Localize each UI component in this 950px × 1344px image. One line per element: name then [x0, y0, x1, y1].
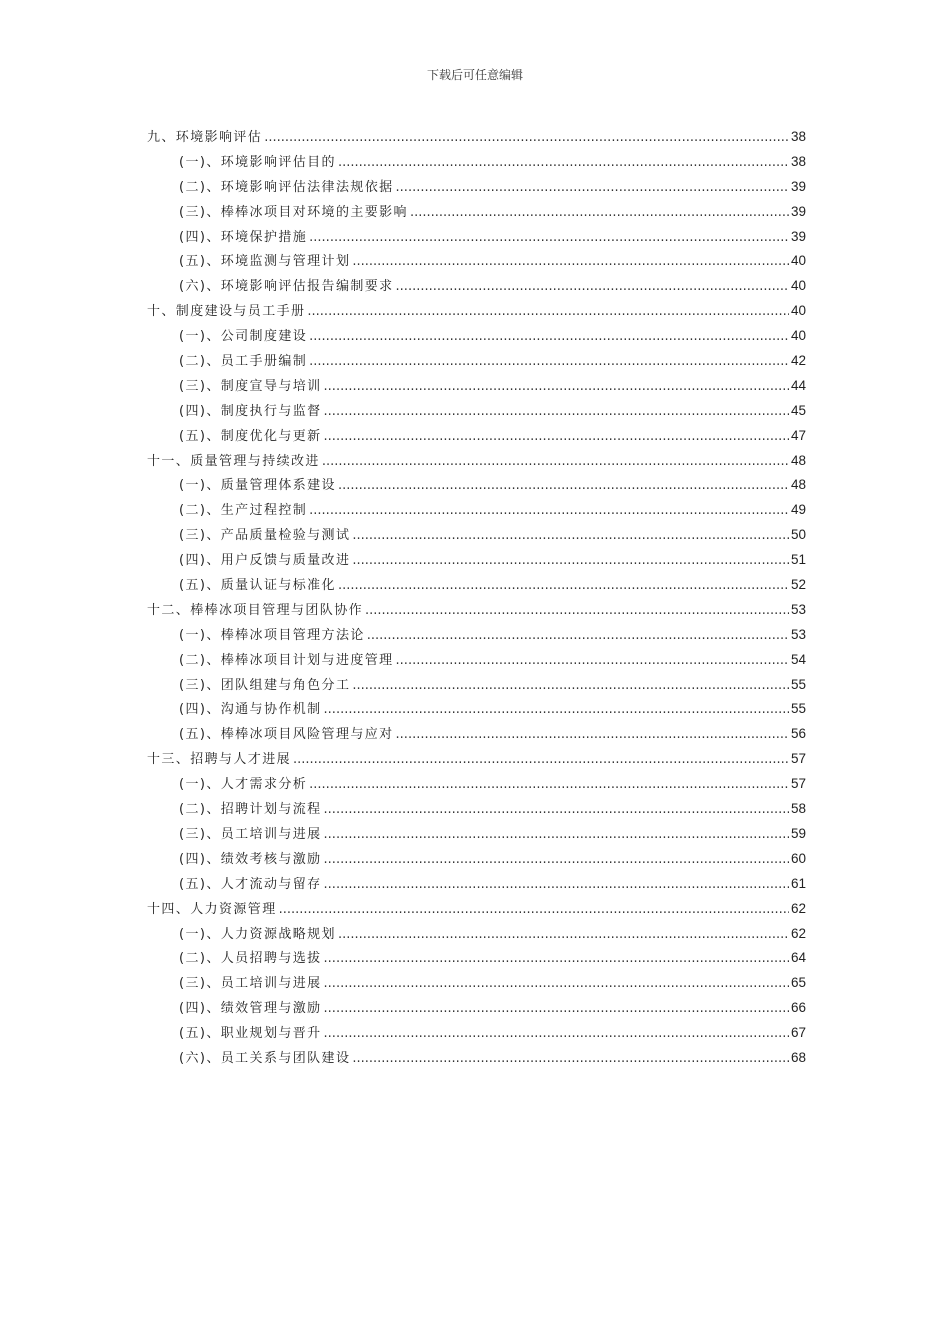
toc-entry-title: (二)、人员招聘与选拔 — [179, 951, 322, 967]
toc-dot-leader — [410, 205, 789, 220]
toc-entry-title: (一)、棒棒冰项目管理方法论 — [179, 627, 365, 643]
toc-section-entry[interactable] — [147, 723, 806, 748]
toc-section-entry[interactable] — [147, 649, 806, 674]
toc-entry-title: (五)、质量认证与标准化 — [179, 578, 336, 594]
toc-page-number: 48 — [790, 477, 806, 493]
toc-dot-leader — [324, 404, 789, 419]
toc-page-number: 40 — [790, 278, 806, 294]
toc-dot-leader — [309, 230, 789, 245]
toc-page-number: 48 — [790, 452, 806, 468]
toc-section-entry[interactable] — [147, 201, 806, 226]
toc-page-number: 58 — [790, 801, 806, 817]
toc-dot-leader — [396, 653, 789, 668]
toc-page-number: 54 — [790, 651, 806, 667]
toc-dot-leader — [324, 1026, 789, 1041]
toc-chapter-entry[interactable] — [147, 300, 806, 325]
toc-dot-leader — [324, 1001, 789, 1016]
toc-entry-title: 十一、质量管理与持续改进 — [147, 453, 320, 469]
toc-page-number: 45 — [790, 402, 806, 418]
toc-entry-title: (二)、员工手册编制 — [179, 354, 308, 370]
toc-entry-title: 十三、招聘与人才进展 — [147, 752, 292, 768]
toc-entry-title: (三)、员工培训与进展 — [179, 976, 322, 992]
toc-section-entry[interactable] — [147, 698, 806, 723]
toc-entry-title: (四)、环境保护措施 — [179, 229, 308, 245]
toc-entry-title: (五)、制度优化与更新 — [179, 428, 322, 444]
toc-page-number: 55 — [790, 676, 806, 692]
toc-dot-leader — [338, 478, 789, 493]
toc-dot-leader — [352, 678, 789, 693]
toc-section-entry[interactable] — [147, 425, 806, 450]
toc-section-entry[interactable] — [147, 848, 806, 873]
toc-page-number: 39 — [790, 228, 806, 244]
toc-entry-title: 九、环境影响评估 — [147, 130, 263, 145]
toc-dot-leader — [324, 827, 789, 842]
toc-section-entry[interactable] — [147, 798, 806, 823]
toc-page-number: 40 — [790, 328, 806, 344]
toc-entry-title: (一)、人才需求分析 — [179, 777, 308, 793]
toc-section-entry[interactable] — [147, 325, 806, 350]
toc-dot-leader — [293, 752, 789, 767]
toc-page-number: 53 — [790, 601, 806, 617]
toc-section-entry[interactable] — [147, 549, 806, 574]
toc-entry-title: (五)、人才流动与留存 — [179, 876, 322, 892]
toc-entry-title: (三)、棒棒冰项目对环境的主要影响 — [179, 204, 408, 220]
toc-section-entry[interactable] — [147, 674, 806, 699]
toc-dot-leader — [309, 354, 789, 369]
toc-page-number: 59 — [790, 825, 806, 841]
toc-entry-title: (二)、生产过程控制 — [179, 503, 308, 519]
toc-page-number: 38 — [790, 153, 806, 169]
toc-section-entry[interactable] — [147, 151, 806, 176]
toc-section-entry[interactable] — [147, 773, 806, 798]
toc-section-entry[interactable] — [147, 873, 806, 898]
toc-dot-leader — [324, 852, 789, 867]
toc-section-entry[interactable] — [147, 947, 806, 972]
toc-page-number: 39 — [790, 203, 806, 219]
toc-page-number: 38 — [790, 129, 806, 144]
toc-dot-leader — [324, 877, 789, 892]
toc-dot-leader — [352, 528, 789, 543]
toc-entry-title: (一)、质量管理体系建设 — [179, 478, 336, 494]
toc-entry-title: (三)、团队组建与角色分工 — [179, 677, 351, 693]
toc-chapter-entry[interactable] — [147, 748, 806, 773]
toc-entry-title: (六)、环境影响评估报告编制要求 — [179, 279, 394, 295]
toc-entry-title: (二)、招聘计划与流程 — [179, 802, 322, 818]
toc-dot-leader — [309, 777, 789, 792]
toc-entry-title: (二)、棒棒冰项目计划与进度管理 — [179, 652, 394, 668]
toc-entry-title: (一)、公司制度建设 — [179, 329, 308, 345]
toc-dot-leader — [352, 1051, 789, 1066]
toc-entry-title: (一)、人力资源战略规划 — [179, 926, 336, 942]
toc-entry-title: (六)、员工关系与团队建设 — [179, 1050, 351, 1066]
toc-section-entry[interactable] — [147, 226, 806, 251]
toc-section-entry[interactable] — [147, 1022, 806, 1047]
toc-section-entry[interactable] — [147, 474, 806, 499]
toc-dot-leader — [338, 578, 789, 593]
toc-page-number: 68 — [790, 1049, 806, 1065]
toc-chapter-entry[interactable] — [147, 126, 806, 151]
toc-page-number: 44 — [790, 377, 806, 393]
toc-section-entry[interactable] — [147, 524, 806, 549]
toc-dot-leader — [396, 180, 789, 195]
toc-dot-leader — [324, 951, 789, 966]
toc-dot-leader — [365, 603, 789, 618]
toc-page-number: 57 — [790, 751, 806, 767]
toc-page-number: 64 — [790, 950, 806, 966]
toc-entry-title: 十、制度建设与员工手册 — [147, 304, 306, 320]
toc-dot-leader — [352, 254, 789, 269]
toc-page-number: 57 — [790, 776, 806, 792]
toc-page-number: 42 — [790, 353, 806, 369]
toc-dot-leader — [324, 379, 789, 394]
toc-chapter-entry[interactable] — [147, 450, 806, 475]
toc-section-entry[interactable] — [147, 574, 806, 599]
toc-dot-leader — [324, 802, 789, 817]
toc-dot-leader — [338, 927, 789, 942]
toc-section-entry[interactable] — [147, 400, 806, 425]
toc-entry-title: (四)、沟通与协作机制 — [179, 702, 322, 718]
toc-entry-title: (二)、环境影响评估法律法规依据 — [179, 179, 394, 195]
toc-page-number: 62 — [790, 925, 806, 941]
toc-page-number: 60 — [790, 850, 806, 866]
toc-section-entry[interactable] — [147, 624, 806, 649]
toc-page-number: 49 — [790, 502, 806, 518]
toc-dot-leader — [309, 329, 789, 344]
table-of-contents — [147, 126, 806, 1072]
toc-page-number: 53 — [790, 626, 806, 642]
toc-entry-title: (四)、绩效考核与激励 — [179, 851, 322, 867]
toc-page-number: 65 — [790, 975, 806, 991]
toc-entry-title: 十四、人力资源管理 — [147, 901, 277, 917]
toc-section-entry[interactable] — [147, 176, 806, 201]
toc-page-number: 61 — [790, 875, 806, 891]
toc-section-entry[interactable] — [147, 1047, 806, 1072]
toc-section-entry[interactable] — [147, 250, 806, 275]
toc-dot-leader — [367, 628, 789, 643]
toc-section-entry[interactable] — [147, 923, 806, 948]
toc-dot-leader — [279, 902, 789, 917]
toc-page-number: 52 — [790, 577, 806, 593]
toc-chapter-entry[interactable] — [147, 599, 806, 624]
toc-chapter-entry[interactable] — [147, 898, 806, 923]
toc-dot-leader — [324, 976, 789, 991]
toc-dot-leader — [307, 304, 789, 319]
toc-entry-title: (五)、职业规划与晋升 — [179, 1026, 322, 1042]
toc-page-number: 39 — [790, 178, 806, 194]
toc-entry-title: 十二、棒棒冰项目管理与团队协作 — [147, 602, 364, 618]
toc-section-entry[interactable] — [147, 375, 806, 400]
page-header: 下载后可任意编辑 — [426, 68, 523, 82]
toc-section-entry[interactable] — [147, 823, 806, 848]
toc-entry-title: (四)、绩效管理与激励 — [179, 1001, 322, 1017]
toc-dot-leader — [396, 279, 789, 294]
toc-dot-leader — [396, 727, 789, 742]
toc-page-number: 62 — [790, 900, 806, 916]
toc-entry-title: (三)、产品质量检验与测试 — [179, 528, 351, 544]
toc-entry-title: (三)、员工培训与进展 — [179, 826, 322, 842]
toc-section-entry[interactable] — [147, 275, 806, 300]
toc-entry-title: (四)、用户反馈与质量改进 — [179, 553, 351, 569]
toc-page-number: 40 — [790, 253, 806, 269]
toc-page-number: 67 — [790, 1025, 806, 1041]
toc-page-number: 56 — [790, 726, 806, 742]
toc-entry-title: (五)、环境监测与管理计划 — [179, 254, 351, 270]
toc-entry-title: (四)、制度执行与监督 — [179, 403, 322, 419]
toc-dot-leader — [338, 155, 789, 170]
toc-page-number: 55 — [790, 701, 806, 717]
toc-page-number: 51 — [790, 552, 806, 568]
toc-section-entry[interactable] — [147, 499, 806, 524]
toc-dot-leader — [322, 454, 789, 469]
toc-entry-title: (五)、棒棒冰项目风险管理与应对 — [179, 727, 394, 743]
toc-section-entry[interactable] — [147, 997, 806, 1022]
toc-section-entry[interactable] — [147, 350, 806, 375]
toc-dot-leader — [309, 503, 789, 518]
toc-entry-title: (一)、环境影响评估目的 — [179, 154, 336, 170]
toc-page-number: 47 — [790, 427, 806, 443]
toc-page-number: 40 — [790, 303, 806, 319]
toc-dot-leader — [264, 130, 789, 145]
toc-dot-leader — [324, 702, 789, 717]
toc-entry-title: (三)、制度宣导与培训 — [179, 378, 322, 394]
toc-page-number: 66 — [790, 1000, 806, 1016]
toc-page-number: 50 — [790, 527, 806, 543]
toc-section-entry[interactable] — [147, 972, 806, 997]
toc-dot-leader — [352, 553, 789, 568]
toc-dot-leader — [324, 429, 789, 444]
